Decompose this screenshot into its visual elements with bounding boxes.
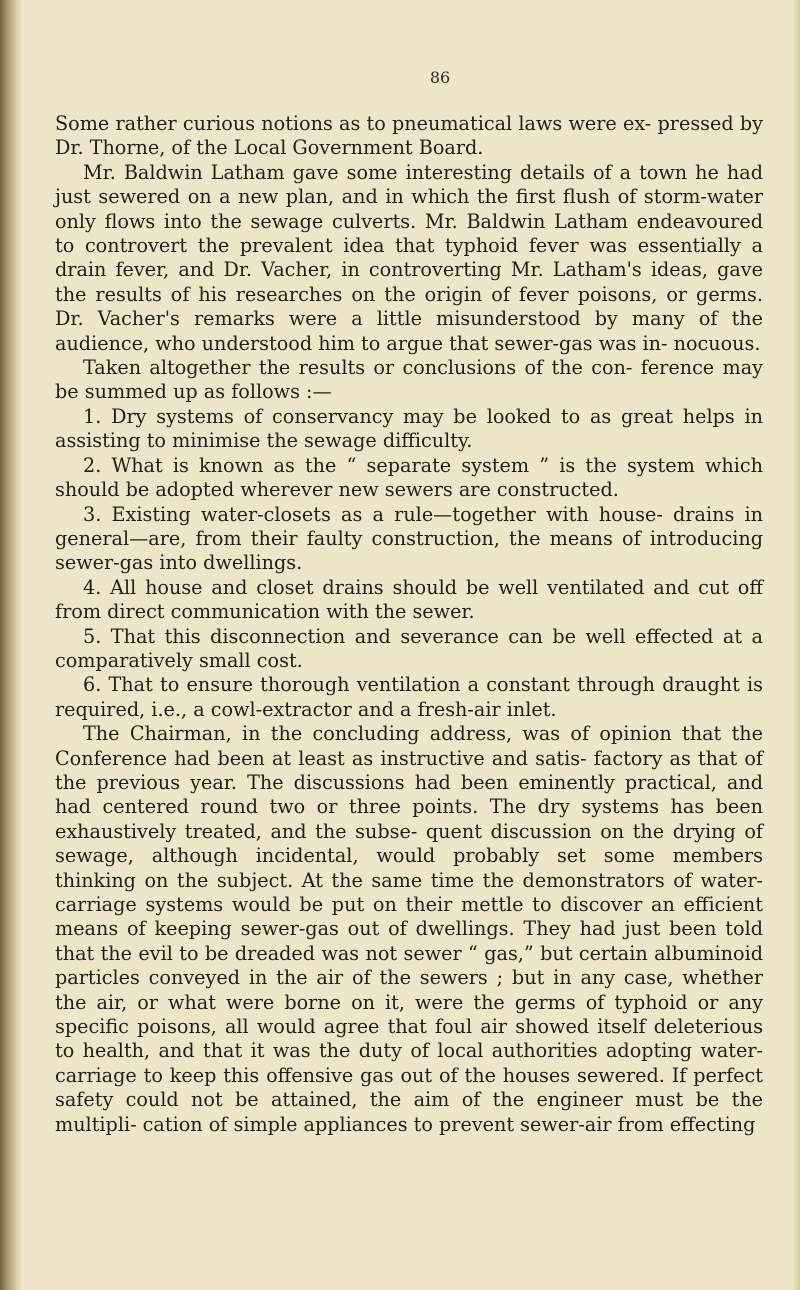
paragraph-baldwin-latham: Mr. Baldwin Latham gave some interesting details of a town he had just sewered on a new plan, and in which the first flush of storm-water only flows into the sewage culverts. Mr. Baldwin Latham endeavoured to controvert the prevalent idea that typhoid fever was essentially a drain fever, and Dr. Vacher, in controverting Mr. Latham's ideas, gave the results of his researches on the origin of fever poisons, or germs. Dr. Vacher's remarks were a little misunderstood by many of the audience, who understood him to argue that sewer-gas was in- nocuous.: [55, 160, 763, 355]
page-number: 86: [429, 68, 451, 87]
conclusion-item-2: 2. What is known as the “ separate system ” is the system which should be adopted wherever new sewers are constructed.: [55, 453, 763, 502]
page-edge: [792, 0, 800, 1290]
conclusion-item-6: 6. That to ensure thorough ventilation a constant through draught is required, i.e., a cowl-extractor and a fresh-air inlet.: [55, 673, 763, 721]
paragraph-chairman-address: The Chairman, in the concluding address, was of opinion that the Conference had been at least as instructive and satis- factory as that of the previous year. The discussions had been eminently practical, and had centered round two or three points. The dry systems has been exhaustively treated, and the subse- quent discussion on the drying of sewage, although incidental, would probably set some members thinking on the subject. At the same time the demonstrators of water-carriage systems would be put on their mettle to discover an efficient means of keeping sewer-gas out of dwellings. They had just been told that the evil to be dreaded was not sewer “ gas,” but certain albuminoid particles conveyed in the air of the sewers ; but in any case, whether the air, or what were borne on it, were the germs of typhoid or any specific poisons, all would agree that foul air showed itself deleterious to health, and that it was the duty of local authorities adopting water-carriage to keep this offensive gas out of the houses sewered. If perfect safety could not be attained, the aim of the engineer must be the multipli- cation of simple appliances to prevent sewer-air from effecting: [55, 722, 763, 1136]
conclusion-item-1: 1. Dry systems of conservancy may be looked to as great helps in assisting to minimise the sewage difficulty.: [55, 404, 763, 453]
conclusion-item-4: 4. All house and closet drains should be well ventilated and cut off from direct communication with the sewer.: [55, 575, 763, 624]
conclusions-list: [55, 405, 763, 722]
paragraph-pneumatical-laws: Some rather curious notions as to pneumatical laws were ex- pressed by Dr. Thorne, of the Local Government Board.: [55, 112, 763, 160]
conclusion-item-3: 3. Existing water-closets as a rule—together with house- drains in general—are, from their faulty construction, the means of introducing sewer-gas into dwellings.: [55, 502, 763, 575]
paragraph-conclusions-intro: Taken altogether the results or conclusions of the con- ference may be summed up as follows :—: [55, 356, 763, 404]
page-gutter: [0, 0, 22, 1290]
page-text: [55, 112, 763, 1137]
conclusion-item-5: 5. That this disconnection and severance can be well effected at a comparatively small cost.: [55, 624, 763, 672]
